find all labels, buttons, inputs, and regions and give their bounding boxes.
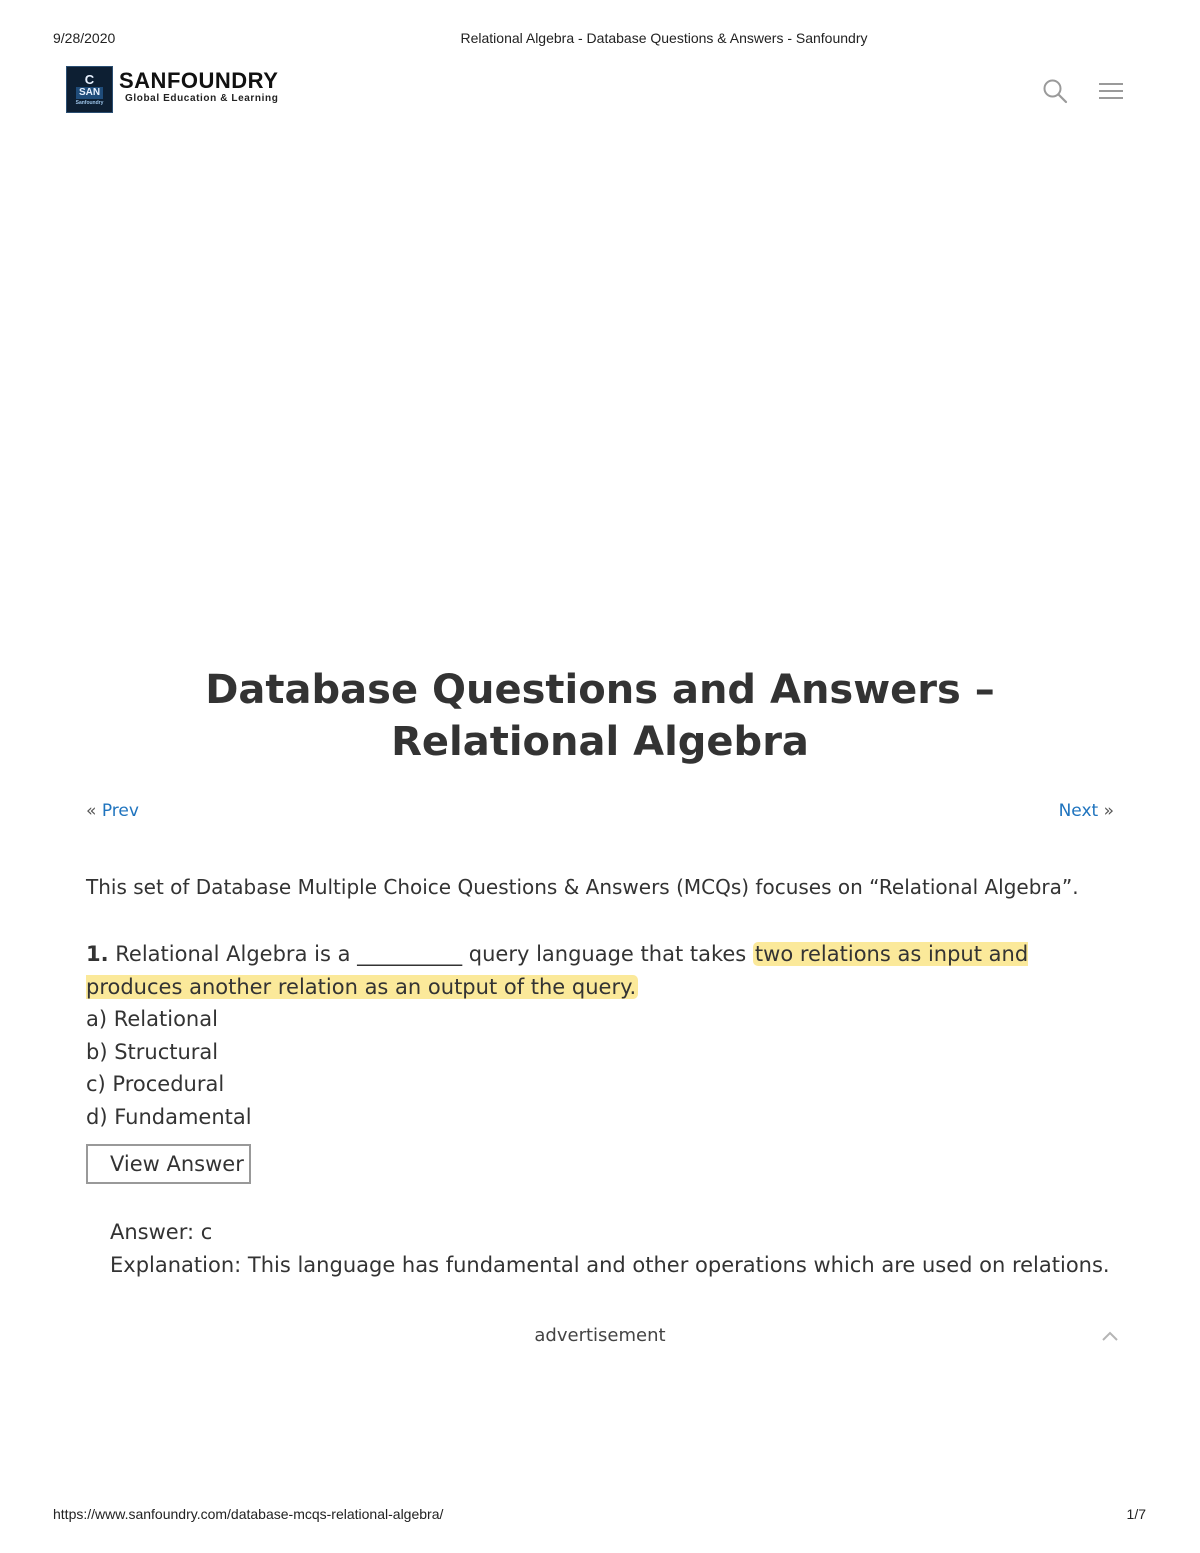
- hamburger-menu-icon[interactable]: [1096, 76, 1126, 106]
- print-footer: [0, 1506, 1200, 1526]
- next-link[interactable]: Next: [1058, 801, 1099, 821]
- brand-tagline: Global Education & Learning: [125, 93, 279, 104]
- prev-nav: [86, 801, 139, 821]
- explanation-text: Explanation: This language has fundamental and other operations which are used on relations.: [110, 1253, 1110, 1277]
- print-header: [0, 30, 1200, 50]
- prev-quote-icon: «: [86, 801, 97, 821]
- next-nav: [1059, 801, 1114, 821]
- print-title: Relational Algebra - Database Questions & Answers - Sanfoundry: [460, 30, 868, 46]
- logo-text: [119, 69, 278, 105]
- header-actions: [1040, 76, 1126, 106]
- view-answer-button[interactable]: View Answer: [86, 1144, 251, 1184]
- question-number: 1.: [86, 942, 109, 966]
- option-a: a) Relational: [86, 1007, 218, 1031]
- prev-link[interactable]: Prev: [101, 801, 139, 821]
- intro-text: This set of Database Multiple Choice Questions & Answers (MCQs) focuses on “Relational Algebra”.: [86, 875, 1079, 899]
- page-title: Database Questions and Answers – Relational Algebra: [205, 667, 995, 765]
- print-page-number: 1/7: [1126, 1506, 1146, 1522]
- question-1: [86, 938, 1126, 1133]
- article-nav: [86, 801, 1114, 825]
- option-c: c) Procedural: [86, 1072, 225, 1096]
- logo-badge-caption: Sanfoundry: [75, 100, 104, 106]
- option-b: b) Structural: [86, 1039, 219, 1064]
- ad-slot: [86, 140, 1114, 640]
- print-date: 9/28/2020: [53, 30, 116, 46]
- question-text: Relational Algebra is a __________ query language that takes: [115, 942, 753, 966]
- next-quote-icon: »: [1103, 801, 1114, 821]
- answer-box: [110, 1216, 1120, 1282]
- scroll-to-top-icon[interactable]: [1096, 1322, 1124, 1350]
- answer-text: Answer: c: [110, 1220, 213, 1244]
- advertisement-label: advertisement: [534, 1325, 666, 1346]
- site-logo[interactable]: [66, 66, 278, 113]
- print-url: https://www.sanfoundry.com/database-mcqs-relational-algebra/: [53, 1506, 444, 1522]
- option-d: d) Fundamental: [86, 1104, 252, 1129]
- logo-badge-letter: C: [84, 72, 95, 87]
- site-header: [66, 66, 1126, 116]
- search-icon[interactable]: [1040, 76, 1070, 106]
- brand-name: SANFOUNDRY: [119, 68, 279, 93]
- logo-badge-san: SAN: [76, 87, 103, 99]
- logo-badge: [66, 66, 113, 113]
- highlighted-text: two relations as input and produces another relation as an output of the query.: [86, 942, 1029, 999]
